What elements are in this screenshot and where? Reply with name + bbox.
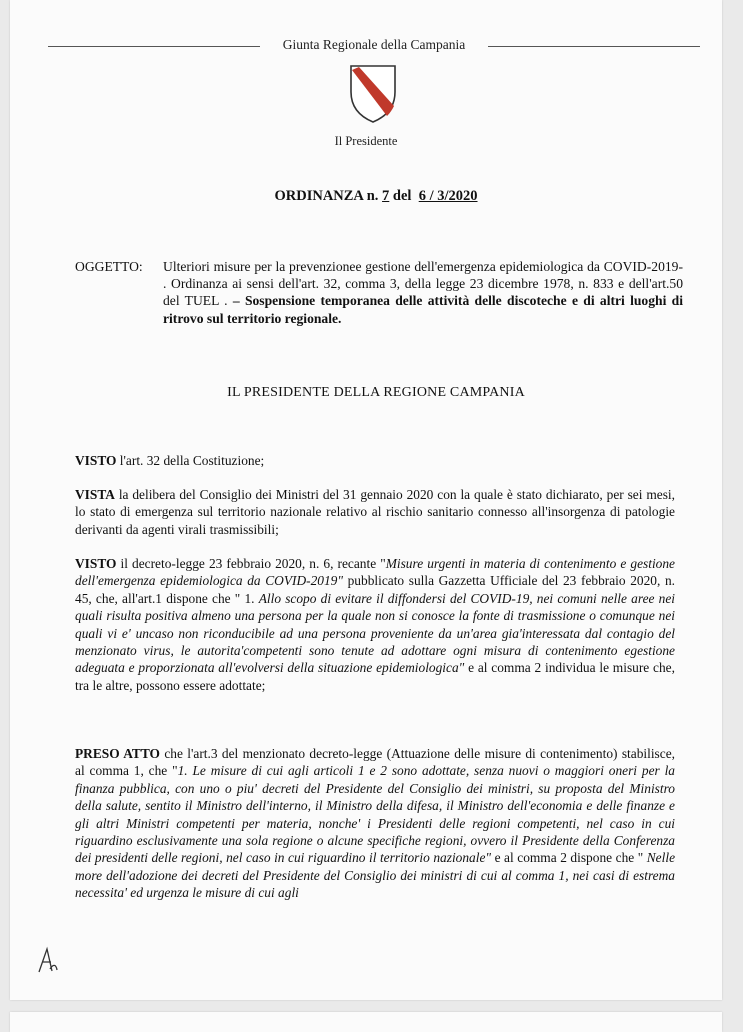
para-text: pubblicato sulla Gazzetta Ufficiale del 23 febbraio 2020, n. 45, che, all'art.1 dispone che " 1. bbox=[75, 573, 675, 606]
letterhead-rule-right bbox=[488, 46, 700, 47]
para-lead: VISTA bbox=[75, 487, 115, 502]
president-heading: IL PRESIDENTE DELLA REGIONE CAMPANIA bbox=[227, 385, 525, 400]
ordinance-date: 6 / 3/2020 bbox=[418, 188, 478, 204]
para-text: e al comma 2 individua le misure che, tra le altre, possono essere adottate; bbox=[75, 660, 675, 693]
para-text: che l'art.3 del menzionato decreto-legge (Attuazione delle misure di contenimento) stabilisce, al comma 1, che " bbox=[75, 746, 675, 779]
next-page-edge bbox=[10, 1012, 722, 1032]
para-text: il decreto-legge 23 febbraio 2020, n. 6, recante " bbox=[116, 556, 386, 571]
para-text: l'art. 32 della Costituzione; bbox=[116, 453, 265, 468]
letterhead bbox=[48, 36, 698, 58]
ordinance-title bbox=[10, 188, 722, 205]
para-text: e al comma 2 dispone che " bbox=[491, 850, 647, 866]
para-lead: PRESO ATTO bbox=[75, 746, 160, 761]
para-quote: Misure urgenti in materia di contenimento e gestione dell'emergenza epidemiologica da COVID-2019" bbox=[75, 556, 676, 589]
initials-signature-icon bbox=[36, 946, 60, 976]
ordinance-number: 7 bbox=[382, 188, 390, 204]
campania-crest-icon bbox=[345, 62, 401, 124]
para-text: la delibera del Consiglio dei Ministri del 31 gennaio 2020 con la quale è stato dichiarato, per sei mesi, lo stato di emergenza sul territorio nazionale relativo al rischio sanitario connesso all'insorgenza di patologie derivanti da agenti virali trasmissibili; bbox=[75, 487, 675, 537]
para-lead: VISTO bbox=[75, 453, 117, 468]
subject-plain: Ulteriori misure per la prevenzionee gestione dell'emergenza epidemiologica da COVID-2019- . Ordinanza ai sensi dell'art. 32, comma 3, della legge 23 dicembre 1978, n. 833 e dell'art.50 del TUEL . bbox=[163, 259, 683, 309]
ordinance-prefix: ORDINANZA n. bbox=[274, 188, 379, 204]
paragraph-vista-delibera bbox=[75, 486, 675, 538]
institution-name: Giunta Regionale della Campania bbox=[282, 37, 466, 52]
president-caption: Il Presidente bbox=[334, 134, 398, 148]
subject-text bbox=[163, 258, 683, 327]
letterhead-rule-left bbox=[48, 46, 260, 47]
para-lead: VISTO bbox=[75, 556, 117, 571]
paragraph-preso-atto bbox=[75, 745, 675, 902]
document-page bbox=[10, 0, 722, 1000]
para-quote: 1. Le misure di cui agli articoli 1 e 2 sono adottate, senza nuovi o maggiori oneri per la finanza pubblica, con uno o piu' decreti del Presidente del Consiglio dei ministri, su proposta del Ministro della salute, sentito il Ministro dell'interno, il Ministro della difesa, il Ministro dell'economia e delle finanze e gli altri Ministri competenti per materia, nonche' i Presidenti delle regioni competenti, nel caso in cui riguardino esclusivamente una sola regione o alcune specifiche regioni, ovvero il Presidente della Conferenza dei presidenti delle regioni, nel caso in cui riguardino il territorio nazionale" bbox=[75, 763, 675, 866]
ordinance-del: del bbox=[392, 188, 412, 204]
para-quote: Allo scopo di evitare il diffondersi del COVID-19, nei comuni nelle aree nei quali risulta positiva almeno una persona per la quale non si conosce la fonte di trasmissione o comunque nei quali vi e' uncaso non riconducibile ad una persona proveniente da un'area gia'interessata dal contagio del menzionato virus, le autorita'competenti sono tenute ad adottare ogni misura di contenimento egestione adeguata e proporzionata all'evolversi della situazione epidemiologica" bbox=[75, 590, 676, 676]
subject-label: OGGETTO: bbox=[75, 259, 143, 274]
paragraph-visto-decreto bbox=[75, 555, 675, 694]
paragraph-visto-costituzione bbox=[75, 452, 675, 469]
para-quote: Nelle more dell'adozione dei decreti del Presidente del Consiglio dei ministri di cui al comma 1, nei casi di estrema necessita' ed urgenza le misure di cui agli bbox=[75, 850, 676, 901]
subject-bold: – Sospensione temporanea delle attività delle discoteche e di altri luoghi di ritrovo sul territorio regionale. bbox=[163, 293, 683, 326]
